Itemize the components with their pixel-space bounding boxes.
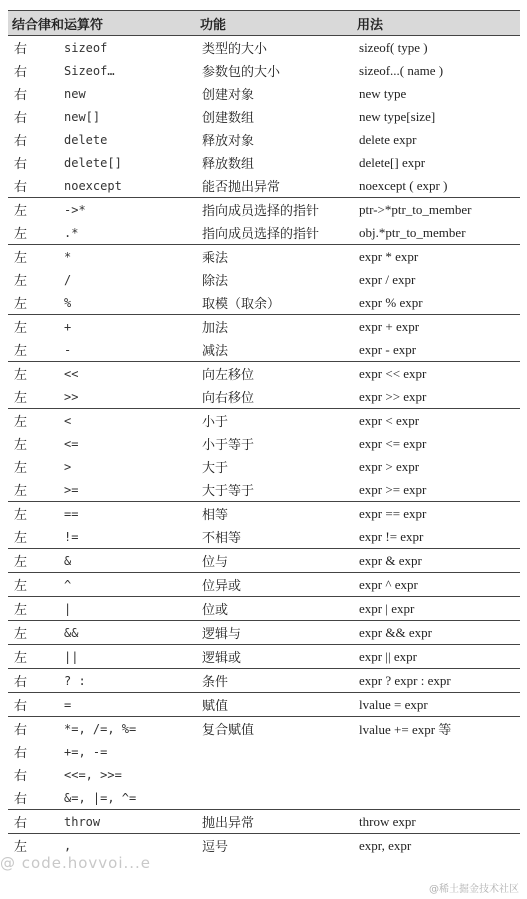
table-row bbox=[8, 597, 520, 621]
table-row bbox=[8, 810, 520, 834]
function-cell: 复合赋值 bbox=[196, 717, 353, 741]
usage-cell: lvalue += expr 等 bbox=[353, 717, 520, 741]
function-cell: 小于等于 bbox=[202, 438, 255, 453]
operator-cell: delete bbox=[64, 132, 108, 147]
usage-cell: expr >> expr bbox=[359, 388, 427, 404]
operator-cell: % bbox=[64, 295, 72, 310]
usage-cell: expr, expr bbox=[353, 834, 520, 858]
table-row bbox=[8, 362, 520, 386]
assoc-cell: 左 bbox=[8, 198, 58, 222]
operator-cell: > bbox=[64, 459, 72, 474]
overlay-text: @ code.hovvoi...e bbox=[0, 854, 152, 872]
function-cell: 赋值 bbox=[196, 693, 353, 717]
operator-cell: / bbox=[64, 272, 72, 287]
usage-cell: lvalue = expr bbox=[353, 693, 520, 717]
usage-cell: expr && expr bbox=[353, 621, 520, 645]
table-row bbox=[8, 717, 520, 741]
usage-cell bbox=[353, 763, 520, 786]
operator-cell: ->* bbox=[58, 198, 196, 222]
operator-cell: != bbox=[64, 529, 79, 544]
header-assoc-operator: 结合律和运算符 bbox=[8, 11, 196, 36]
function-cell: 类型的大小 bbox=[202, 42, 268, 57]
assoc-cell: 左 bbox=[8, 621, 58, 645]
function-cell: 不相等 bbox=[202, 531, 242, 546]
operator-cell: + bbox=[58, 315, 196, 339]
function-cell: 取模（取余） bbox=[202, 297, 281, 312]
table-row bbox=[8, 740, 520, 763]
function-cell: 释放数组 bbox=[202, 157, 255, 172]
assoc-cell: 左 bbox=[14, 531, 28, 546]
function-cell: 位与 bbox=[196, 549, 353, 573]
usage-cell: obj.*ptr_to_member bbox=[359, 224, 466, 240]
function-cell: 除法 bbox=[202, 274, 229, 289]
assoc-cell: 右 bbox=[14, 134, 28, 149]
assoc-cell: 左 bbox=[14, 344, 28, 359]
operator-cell: new[] bbox=[64, 109, 101, 124]
table-row bbox=[8, 291, 520, 315]
operator-cell: >= bbox=[64, 482, 79, 497]
usage-cell: expr / expr bbox=[359, 271, 416, 287]
operator-cell: throw bbox=[58, 810, 196, 834]
usage-cell: sizeof...( name ) bbox=[359, 62, 444, 78]
table-row bbox=[8, 409, 520, 433]
usage-cell: expr < expr bbox=[353, 409, 520, 433]
operator-cell: | bbox=[58, 597, 196, 621]
table-row bbox=[8, 432, 520, 455]
operator-cell: < bbox=[58, 409, 196, 433]
function-cell: 创建对象 bbox=[202, 88, 255, 103]
usage-cell: expr ? expr : expr bbox=[353, 669, 520, 693]
assoc-cell: 左 bbox=[8, 645, 58, 669]
assoc-cell: 右 bbox=[14, 769, 28, 784]
assoc-cell: 右 bbox=[14, 42, 28, 57]
table-row bbox=[8, 128, 520, 151]
assoc-cell: 左 bbox=[14, 391, 28, 406]
function-cell: 逻辑与 bbox=[196, 621, 353, 645]
function-cell: 大于 bbox=[202, 461, 229, 476]
table-row bbox=[8, 338, 520, 362]
table-row bbox=[8, 105, 520, 128]
operator-cell: &=, |=, ^= bbox=[64, 790, 137, 805]
assoc-cell: 左 bbox=[8, 834, 58, 858]
assoc-cell: 右 bbox=[14, 111, 28, 126]
operator-cell: ^ bbox=[58, 573, 196, 597]
usage-cell: expr || expr bbox=[353, 645, 520, 669]
operator-cell: sizeof bbox=[64, 40, 108, 55]
function-cell: 释放对象 bbox=[202, 134, 255, 149]
usage-cell: expr % expr bbox=[359, 294, 423, 310]
function-cell: 创建数组 bbox=[202, 111, 255, 126]
operator-table bbox=[8, 10, 520, 857]
function-cell: 大于等于 bbox=[202, 484, 255, 499]
usage-cell: expr & expr bbox=[353, 549, 520, 573]
table-row bbox=[8, 763, 520, 786]
operator-cell: Sizeof… bbox=[64, 63, 115, 78]
function-cell: 指向成员选择的指针 bbox=[196, 198, 353, 222]
table-row bbox=[8, 693, 520, 717]
operator-cell: <<=, >>= bbox=[64, 767, 122, 782]
function-cell: 乘法 bbox=[196, 245, 353, 269]
table-row bbox=[8, 549, 520, 573]
assoc-cell: 左 bbox=[8, 549, 58, 573]
assoc-cell: 左 bbox=[8, 315, 58, 339]
function-cell: 小于 bbox=[196, 409, 353, 433]
operator-cell: && bbox=[58, 621, 196, 645]
function-cell: 抛出异常 bbox=[196, 810, 353, 834]
function-cell: 位异或 bbox=[196, 573, 353, 597]
assoc-cell: 左 bbox=[8, 502, 58, 526]
usage-cell: expr > expr bbox=[359, 458, 420, 474]
usage-cell: delete expr bbox=[359, 131, 417, 147]
operator-cell: *=, /=, %= bbox=[58, 717, 196, 741]
assoc-cell: 右 bbox=[8, 717, 58, 741]
assoc-cell: 右 bbox=[8, 810, 58, 834]
table-row bbox=[8, 502, 520, 526]
function-cell: 相等 bbox=[196, 502, 353, 526]
operator-cell: +=, -= bbox=[64, 744, 108, 759]
table-row bbox=[8, 151, 520, 174]
usage-cell: expr ^ expr bbox=[353, 573, 520, 597]
function-cell: 指向成员选择的指针 bbox=[202, 227, 320, 242]
usage-cell bbox=[353, 786, 520, 810]
table-header-row bbox=[8, 11, 520, 36]
function-cell bbox=[196, 763, 353, 786]
table-body bbox=[8, 36, 520, 858]
assoc-cell: 左 bbox=[8, 245, 58, 269]
assoc-cell: 左 bbox=[14, 227, 28, 242]
function-cell: 逗号 bbox=[196, 834, 353, 858]
function-cell: 位或 bbox=[196, 597, 353, 621]
operator-cell: = bbox=[58, 693, 196, 717]
assoc-cell: 左 bbox=[14, 438, 28, 453]
header-function: 功能 bbox=[196, 11, 353, 36]
operator-cell: || bbox=[58, 645, 196, 669]
assoc-cell: 右 bbox=[14, 65, 28, 80]
usage-cell: expr == expr bbox=[353, 502, 520, 526]
assoc-cell: 左 bbox=[8, 362, 58, 386]
table-row bbox=[8, 59, 520, 82]
table-row bbox=[8, 385, 520, 409]
assoc-cell: 左 bbox=[14, 274, 28, 289]
function-cell: 向左移位 bbox=[196, 362, 353, 386]
table-row bbox=[8, 645, 520, 669]
assoc-cell: 右 bbox=[14, 88, 28, 103]
table-row bbox=[8, 455, 520, 478]
assoc-cell: 左 bbox=[8, 573, 58, 597]
assoc-cell: 右 bbox=[14, 157, 28, 172]
assoc-cell: 左 bbox=[8, 597, 58, 621]
assoc-cell: 右 bbox=[14, 746, 28, 761]
assoc-cell: 左 bbox=[14, 484, 28, 499]
table-row bbox=[8, 36, 520, 60]
operator-cell: >> bbox=[64, 389, 79, 404]
usage-cell: ptr->*ptr_to_member bbox=[353, 198, 520, 222]
table-row bbox=[8, 268, 520, 291]
operator-cell: << bbox=[58, 362, 196, 386]
table-row bbox=[8, 315, 520, 339]
usage-cell: expr != expr bbox=[359, 528, 424, 544]
function-cell: 参数包的大小 bbox=[202, 65, 281, 80]
usage-cell: expr | expr bbox=[353, 597, 520, 621]
table-row bbox=[8, 621, 520, 645]
function-cell: 能否抛出异常 bbox=[202, 180, 281, 195]
operator-cell: ? : bbox=[58, 669, 196, 693]
operator-cell: noexcept bbox=[64, 178, 122, 193]
assoc-cell: 左 bbox=[14, 461, 28, 476]
function-cell: 减法 bbox=[202, 344, 229, 359]
usage-cell: expr << expr bbox=[353, 362, 520, 386]
function-cell bbox=[196, 740, 353, 763]
table-row bbox=[8, 198, 520, 222]
operator-cell: * bbox=[58, 245, 196, 269]
operator-cell: == bbox=[58, 502, 196, 526]
function-cell bbox=[196, 786, 353, 810]
table-row bbox=[8, 174, 520, 198]
usage-cell: expr * expr bbox=[353, 245, 520, 269]
function-cell: 逻辑或 bbox=[196, 645, 353, 669]
usage-cell: new type bbox=[359, 85, 407, 101]
usage-cell: throw expr bbox=[353, 810, 520, 834]
function-cell: 条件 bbox=[196, 669, 353, 693]
assoc-cell: 左 bbox=[14, 297, 28, 312]
table-row bbox=[8, 478, 520, 502]
table-row bbox=[8, 525, 520, 549]
usage-cell: expr + expr bbox=[353, 315, 520, 339]
table-row bbox=[8, 573, 520, 597]
operator-cell: - bbox=[64, 342, 72, 357]
usage-cell: sizeof( type ) bbox=[359, 39, 428, 55]
operator-cell: <= bbox=[64, 436, 79, 451]
table-row bbox=[8, 669, 520, 693]
operator-cell: delete[] bbox=[64, 155, 122, 170]
usage-cell: expr <= expr bbox=[359, 435, 427, 451]
function-cell: 向右移位 bbox=[202, 391, 255, 406]
usage-cell: noexcept ( expr ) bbox=[359, 177, 448, 193]
usage-cell: new type[size] bbox=[359, 108, 436, 124]
operator-cell: new bbox=[64, 86, 86, 101]
assoc-cell: 右 bbox=[14, 792, 28, 807]
header-usage: 用法 bbox=[353, 11, 520, 36]
assoc-cell: 左 bbox=[8, 409, 58, 433]
usage-cell: expr >= expr bbox=[359, 481, 427, 497]
operator-cell: , bbox=[58, 834, 196, 858]
table-row bbox=[8, 245, 520, 269]
table-row bbox=[8, 82, 520, 105]
assoc-cell: 右 bbox=[8, 693, 58, 717]
table-row bbox=[8, 221, 520, 245]
usage-cell: expr - expr bbox=[359, 341, 417, 357]
assoc-cell: 右 bbox=[14, 180, 28, 195]
usage-cell: delete[] expr bbox=[359, 154, 426, 170]
function-cell: 加法 bbox=[196, 315, 353, 339]
table-row bbox=[8, 786, 520, 810]
assoc-cell: 右 bbox=[8, 669, 58, 693]
usage-cell bbox=[353, 740, 520, 763]
operator-cell: .* bbox=[64, 225, 79, 240]
operator-cell: & bbox=[58, 549, 196, 573]
watermark: @稀土掘金技术社区 bbox=[429, 884, 519, 895]
